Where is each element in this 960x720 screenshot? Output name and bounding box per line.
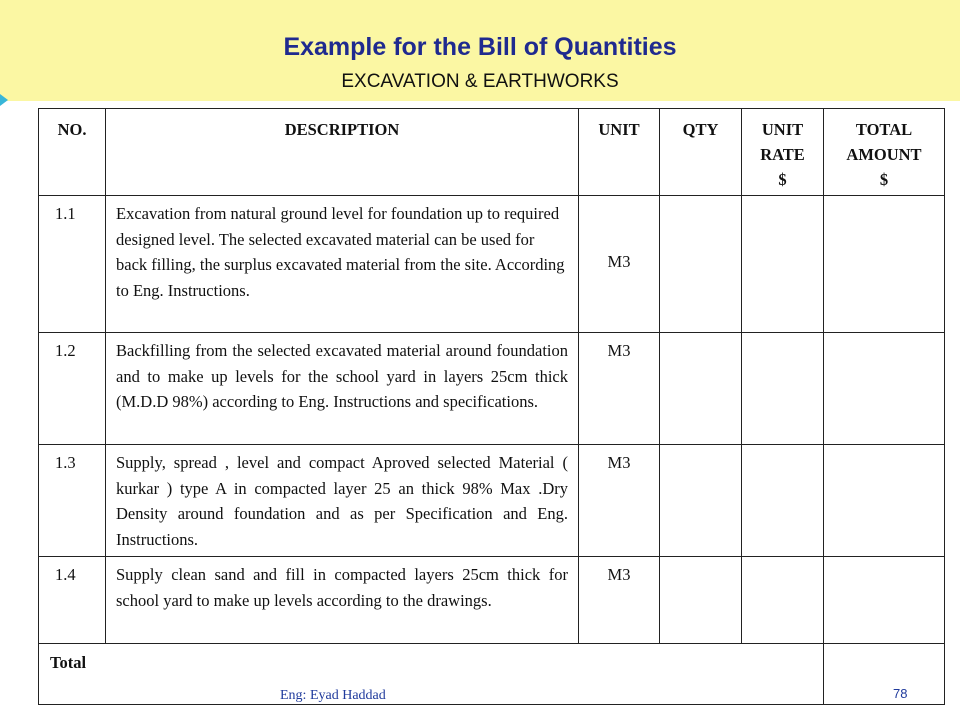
item-unit: M3 — [579, 333, 660, 445]
footer-author: Eng: Eyad Haddad — [280, 688, 386, 703]
item-unit: M3 — [579, 196, 660, 333]
item-qty — [660, 196, 742, 333]
item-amount — [824, 445, 945, 557]
item-description: Supply, spread , level and compact Aproved selected Material ( kurkar ) type A in compacted layer 25 an thick 98% Max .Dry Density around foundation and as per Specification and Eng. Instructions. — [106, 445, 579, 557]
bill-of-quantities-table — [38, 108, 945, 705]
table-row — [39, 557, 945, 644]
item-amount — [824, 333, 945, 445]
item-unit-rate — [742, 557, 824, 644]
header-unit-rate: UNIT RATE $ — [742, 109, 824, 196]
slide-title: Example for the Bill of Quantities — [283, 33, 677, 61]
item-number: 1.2 — [39, 333, 106, 445]
footer-page-number: 78 — [893, 686, 908, 701]
item-unit: M3 — [579, 445, 660, 557]
item-number: 1.4 — [39, 557, 106, 644]
total-row — [39, 644, 945, 705]
item-amount — [824, 196, 945, 333]
total-label: Total — [39, 644, 824, 705]
slide-accent-triangle — [0, 94, 8, 106]
total-amount — [824, 644, 945, 705]
item-qty — [660, 557, 742, 644]
item-unit-rate — [742, 333, 824, 445]
header-total-amount: TOTAL AMOUNT $ — [824, 109, 945, 196]
item-amount — [824, 557, 945, 644]
item-description: Excavation from natural ground level for foundation up to required designed level. The selected excavated material can be used for back filling, the surplus excavated material from the site. According to Eng. Instructions. — [106, 196, 579, 333]
item-description: Supply clean sand and fill in compacted layers 25cm thick for school yard to make up levels according to the drawings. — [106, 557, 579, 644]
header-no: NO. — [39, 109, 106, 196]
item-unit-rate — [742, 196, 824, 333]
item-qty — [660, 333, 742, 445]
slide-subtitle: EXCAVATION & EARTHWORKS — [341, 71, 619, 92]
item-number: 1.3 — [39, 445, 106, 557]
header-qty: QTY — [660, 109, 742, 196]
table-header-row — [39, 109, 945, 196]
header-unit: UNIT — [579, 109, 660, 196]
item-unit-rate — [742, 445, 824, 557]
item-qty — [660, 445, 742, 557]
table-row — [39, 445, 945, 557]
item-number: 1.1 — [39, 196, 106, 333]
item-description: Backfilling from the selected excavated material around foundation and to make up levels for the school yard in layers 25cm thick (M.D.D 98%) according to Eng. Instructions and specifications. — [106, 333, 579, 445]
table-row — [39, 196, 945, 333]
header-description: DESCRIPTION — [106, 109, 579, 196]
table-row — [39, 333, 945, 445]
item-unit: M3 — [579, 557, 660, 644]
